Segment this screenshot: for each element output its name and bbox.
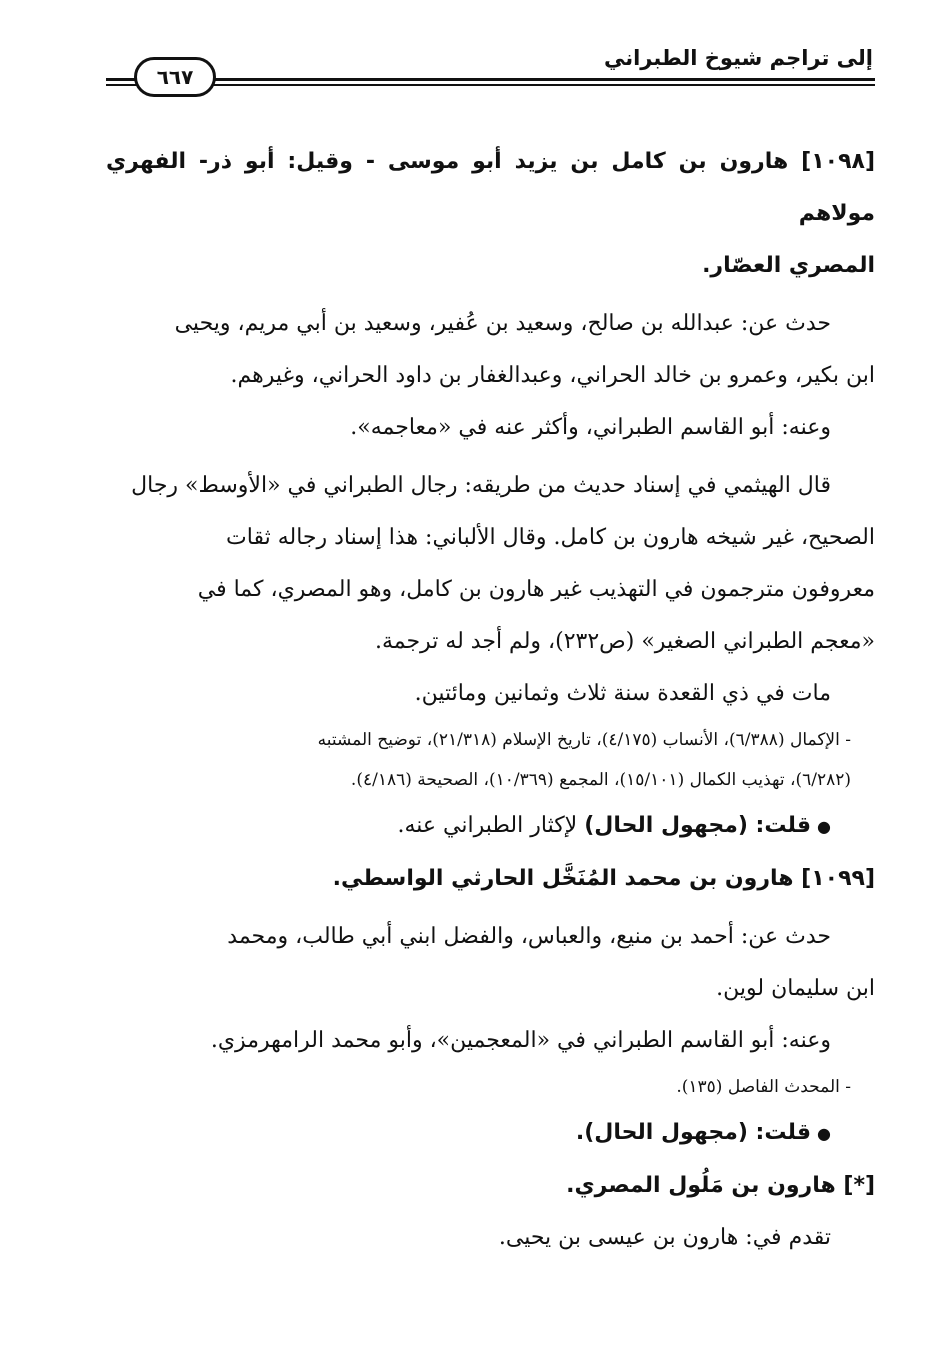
entry-1098 [106, 136, 875, 853]
narrated-by: وعنه: أبو القاسم الطبراني، وأكثر عنه في «معاجمه». [350, 415, 831, 440]
page-number: ٦٦٧ [156, 65, 194, 89]
author-verdict [106, 800, 875, 853]
entry-heading: [١٠٩٩] هارون بن محمد المُنَخَّل الحارثي الواسطي. [332, 866, 875, 891]
text-line: «معجم الطبراني الصغير» (ص٢٣٢)، ولم أجد له ترجمة. [374, 629, 875, 654]
verdict-label: قلت: (مجهول الحال) [584, 813, 812, 838]
text-line: حدث عن: عبدالله بن صالح، وسعيد بن عُفير، وسعيد بن أبي مريم، ويحيى [174, 311, 831, 336]
narrated-by: وعنه: أبو القاسم الطبراني في «المعجمين»، وأبو محمد الرامهرمزي. [210, 1028, 831, 1053]
text-line: ابن بكير، وعمرو بن خالد الحراني، وعبدالغفار بن داود الحراني، وغيرهم. [230, 363, 875, 388]
text-line: الصحيح، غير شيخه هارون بن كامل. وقال الألباني: هذا إسناد رجاله ثقات [226, 525, 875, 550]
verdict-text: لإكثار الطبراني عنه. [397, 813, 578, 838]
header-rule-thin [106, 84, 875, 86]
verdict-label: قلت: (مجهول الحال). [575, 1120, 812, 1145]
filled-circle-bullet-icon: ● [817, 817, 831, 836]
text-line: معروفون مترجمون في التهذيب غير هارون بن كامل، وهو المصري، كما في [197, 577, 875, 602]
entry-heading [106, 136, 875, 292]
sources-note [106, 1067, 875, 1107]
cross-reference-text: تقدم في: هارون بن عيسى بن يحيى. [498, 1225, 831, 1250]
source-line: (٦/٢٨٢)، تهذيب الكمال (١٥/١٠١)، المجمع (١٠/٣٦٩)، الصحيحة (٤/١٨٦). [350, 770, 851, 790]
death-date: مات في ذي القعدة سنة ثلاث وثمانين ومائتين. [414, 681, 831, 706]
running-title: إلى تراجم شيوخ الطبراني [603, 46, 873, 70]
entry-heading-line: [١٠٩٨] هارون بن كامل بن يزيد أبو موسى - وقيل: أبو ذر- الفهري مولاهم [106, 149, 875, 226]
sources-note [106, 720, 875, 800]
page-number-badge [134, 57, 216, 97]
text-line: حدث عن: أحمد بن منيع، والعباس، والفضل ابني أبي طالب، ومحمد [227, 924, 831, 949]
source-line: - المحدث الفاصل (١٣٥). [676, 1077, 851, 1097]
filled-circle-bullet-icon: ● [817, 1124, 831, 1143]
narrated-from [106, 298, 875, 402]
entry-1099 [106, 853, 875, 1160]
text-line: قال الهيثمي في إسناد حديث من طريقه: رجال الطبراني في «الأوسط» رجال [131, 473, 831, 498]
entry-heading-line: المصري العصّار. [702, 253, 875, 278]
entry-heading: [*] هارون بن مَلُول المصري. [566, 1173, 875, 1198]
source-line: - الإكمال (٦/٣٨٨)، الأنساب (٤/١٧٥)، تاريخ الإسلام (٢١/٣١٨)، توضيح المشتبه [317, 730, 851, 750]
text-line: ابن سليمان لوين. [716, 976, 875, 1001]
author-verdict [106, 1107, 875, 1160]
header-rule-thick [106, 78, 875, 81]
scholar-assessment [106, 460, 875, 668]
entry-cross-reference [106, 1160, 875, 1264]
page-content [106, 136, 875, 1264]
narrated-from [106, 911, 875, 1015]
